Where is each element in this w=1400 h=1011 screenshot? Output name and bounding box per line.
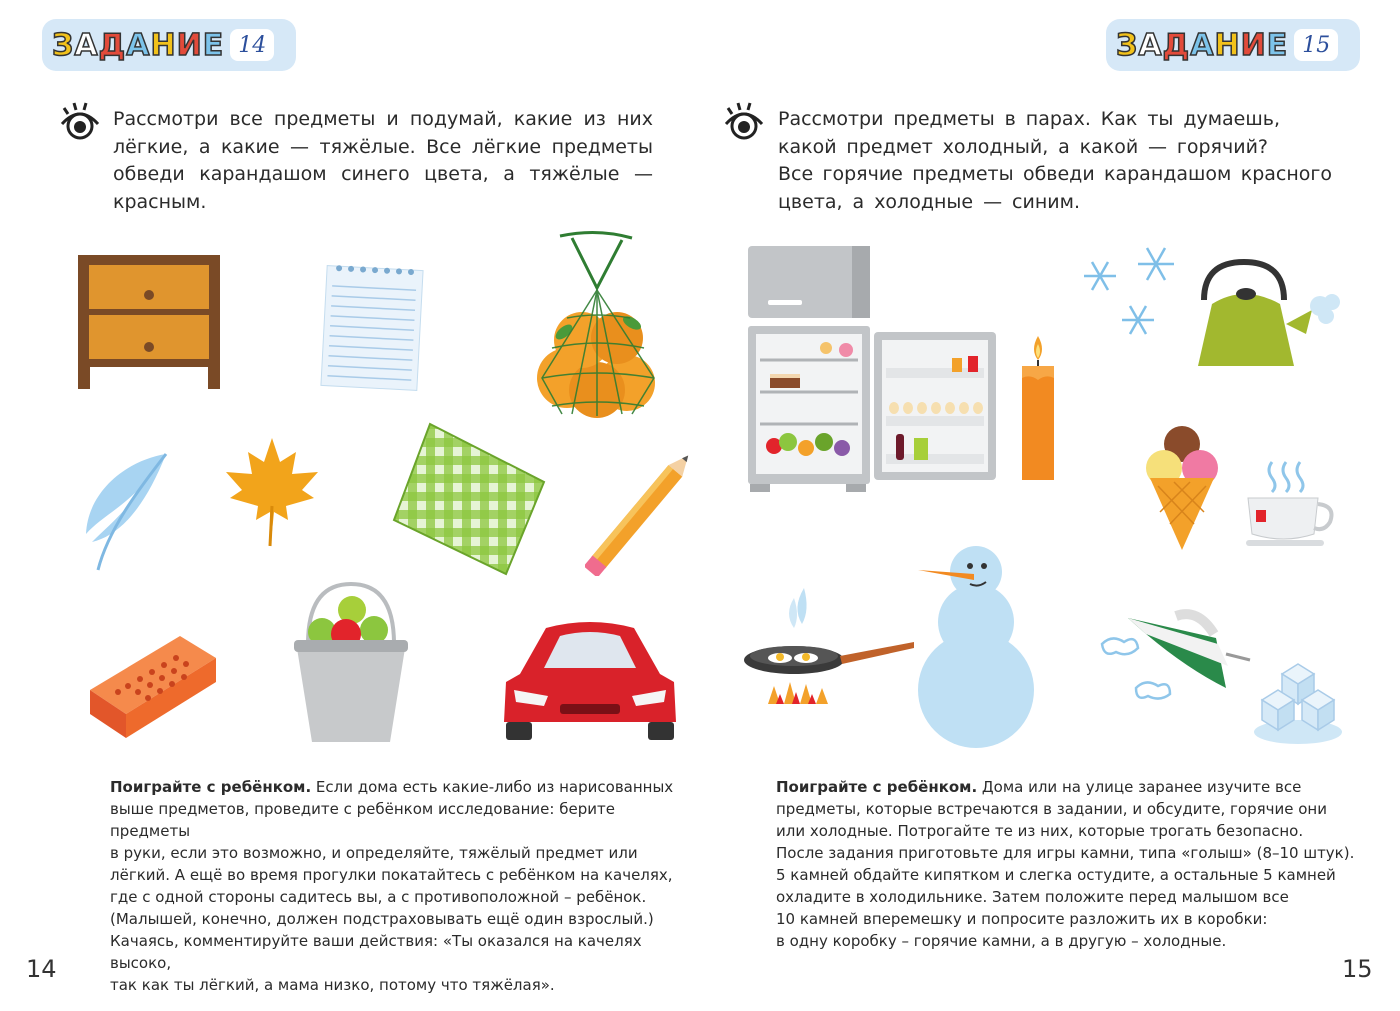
task-badge-word: ЗАДАНИЕ [1116, 27, 1289, 63]
note-title: Поиграйте с ребёнком. [776, 778, 978, 796]
eye-icon [722, 100, 766, 142]
note-title: Поиграйте с ребёнком. [110, 778, 312, 796]
parent-note-left: Поиграйте с ребёнком. Если дома есть какие-либо из нарисованных выше предметов, проведите с ребёнком исследование: берите предметы в руки, если это возможно, и определяйте, тяжёлый предмет или лёгкий. А ещё во время прогулки покатайтесь с ребёнком на качелях, где с одной стороны садитесь вы, а с противоположной – ребёнок. (Малышей, конечно, должен подстраховывать ещё один взрослый.) Качаясь, комментируйте ваши действия: «Ты оказался на качелях высоко, так как ты лёгкий, а мама низко, потому что тяжёлая». [110, 778, 674, 994]
notepad-illustration [316, 262, 428, 394]
candle-illustration [1018, 336, 1058, 482]
task-text-left: Рассмотри все предметы и подумай, какие из них лёгкие, а какие — тяжёлые. Все лёгкие предметы обведи карандашом синего цвета, а тяжёлые — красным. [113, 108, 653, 213]
frying-pan-illustration [744, 584, 916, 710]
eye-icon [58, 100, 102, 142]
brick-illustration [88, 632, 220, 742]
task-badge-word: ЗАДАНИЕ [52, 27, 225, 63]
task-text-right: Рассмотри предметы в парах. Как ты думаешь, какой предмет холодный, а какой — горячий? Все горячие предметы обведи карандашом красного цвета, а холодные — синим. [778, 108, 1332, 213]
task-badge-right [1106, 19, 1360, 71]
ice-cubes-illustration [1252, 656, 1344, 748]
page-number-right: 15 [1342, 955, 1373, 983]
maple-leaf-illustration [222, 436, 322, 548]
pencil-illustration [585, 450, 695, 576]
dresser-illustration [78, 255, 220, 389]
snowman-illustration [914, 544, 1038, 748]
apple-bucket-illustration [294, 580, 408, 746]
steam-iron-illustration [1098, 604, 1254, 722]
checkered-napkin-illustration [390, 420, 546, 578]
tea-cup-illustration [1244, 458, 1336, 548]
task-badge-left [42, 19, 296, 71]
oranges-net-illustration [532, 228, 662, 418]
ice-cream-illustration [1144, 424, 1220, 552]
snowflakes-illustration [1078, 244, 1180, 340]
fridge-illustration [746, 246, 998, 496]
parent-note-right: Поиграйте с ребёнком. Дома или на улице заранее изучите все предметы, которые встречаются в задании, и обсудите, горячие они или холодные. Потрогайте те из них, которые трогать безопасно. После задания приготовьте для игры камни, типа «голыш» (8–10 штук). 5 камней обдайте кипятком и слегка остудите, а остальные 5 камней охладите в холодильнике. Затем положите перед малышом все 10 камней вперемешку и попросите разложить их в коробки: в одну коробку – горячие камни, а в другую – холодные. [776, 778, 1355, 950]
task-number: 14 [230, 29, 274, 61]
feather-illustration [78, 450, 170, 574]
kettle-illustration [1194, 254, 1346, 368]
red-car-illustration [500, 618, 680, 744]
task-number: 15 [1294, 29, 1338, 61]
page-number-left: 14 [26, 955, 57, 983]
